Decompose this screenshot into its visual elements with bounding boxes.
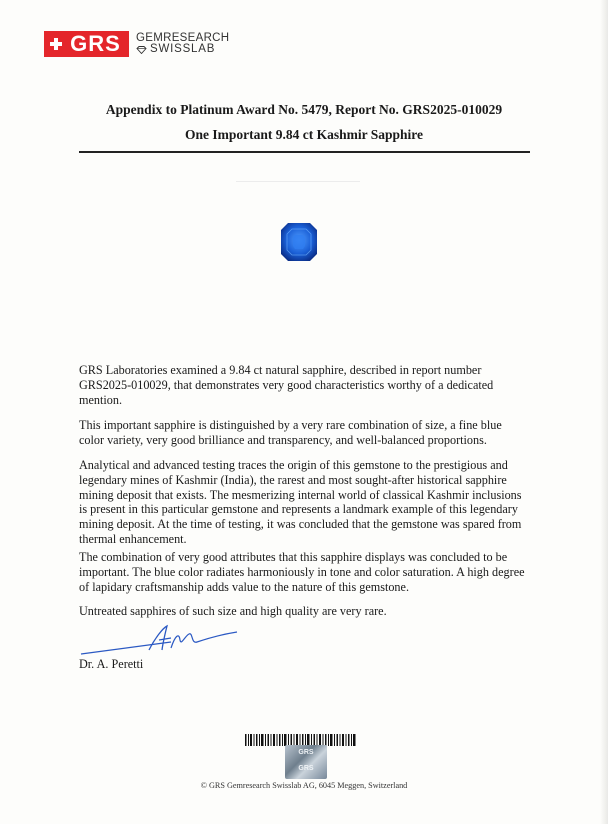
grs-logo-badge bbox=[44, 31, 129, 57]
title-divider bbox=[79, 151, 530, 153]
sapphire-icon bbox=[280, 222, 318, 262]
report-subtitle: One Important 9.84 ct Kashmir Sapphire bbox=[184, 127, 424, 142]
swiss-cross-icon bbox=[50, 38, 62, 50]
hologram-text-top: GRS bbox=[298, 749, 314, 756]
paragraph-5: Untreated sapphires of such size and high quality are very rare. bbox=[79, 604, 387, 618]
paragraph-2: This important sapphire is distinguished by a very rare combination of size, a fine blue color variety, very good brilliance and transparency, and well-balanced proportions. bbox=[79, 418, 502, 447]
paragraph-4: The combination of very good attributes that this sapphire displays was concluded to be important. The blue color radiates harmoniously in tone and color saturation. A high degree of lapidary craftsmanship adds value to the nature of this gemstone. bbox=[79, 550, 525, 594]
paper-edge bbox=[600, 0, 608, 824]
footer-copyright: © GRS Gemresearch Swisslab AG, 6045 Meggen, Switzerland bbox=[200, 781, 408, 790]
signer-name: Dr. A. Peretti bbox=[79, 657, 144, 671]
hologram-seal bbox=[285, 745, 327, 779]
logo-brand: GRS bbox=[70, 31, 121, 56]
logo-wordmark bbox=[136, 33, 229, 55]
logo-line2: SWISSLAB bbox=[150, 43, 216, 55]
hologram-text-bottom: GRS bbox=[298, 765, 314, 772]
logo-line2-row bbox=[136, 44, 229, 55]
appendix-title: Appendix to Platinum Award No. 5479, Report No. GRS2025-010029 bbox=[105, 102, 503, 117]
logo-line1: GEMRESEARCH bbox=[136, 32, 230, 44]
grs-logo bbox=[44, 31, 229, 57]
paragraph-3: Analytical and advanced testing traces the origin of this gemstone to the prestigious and legendary mines of Kashmir (India), the rarest and most sought-after historical sapphire mining deposit that exists. The mesmerizing internal world of classical Kashmir inclusions is present in this particular gemstone and represents a landmark example of this legendary mining deposit. At the time of testing, it was concluded that the gemstone was spared from thermal enhancement. bbox=[79, 458, 522, 546]
signature bbox=[79, 620, 239, 660]
paragraph-1: GRS Laboratories examined a 9.84 ct natural sapphire, described in report number GRS2025-010029, that demonstrates very good characteristics worthy of a dedicated mention. bbox=[79, 363, 494, 407]
diamond-icon bbox=[136, 46, 147, 54]
